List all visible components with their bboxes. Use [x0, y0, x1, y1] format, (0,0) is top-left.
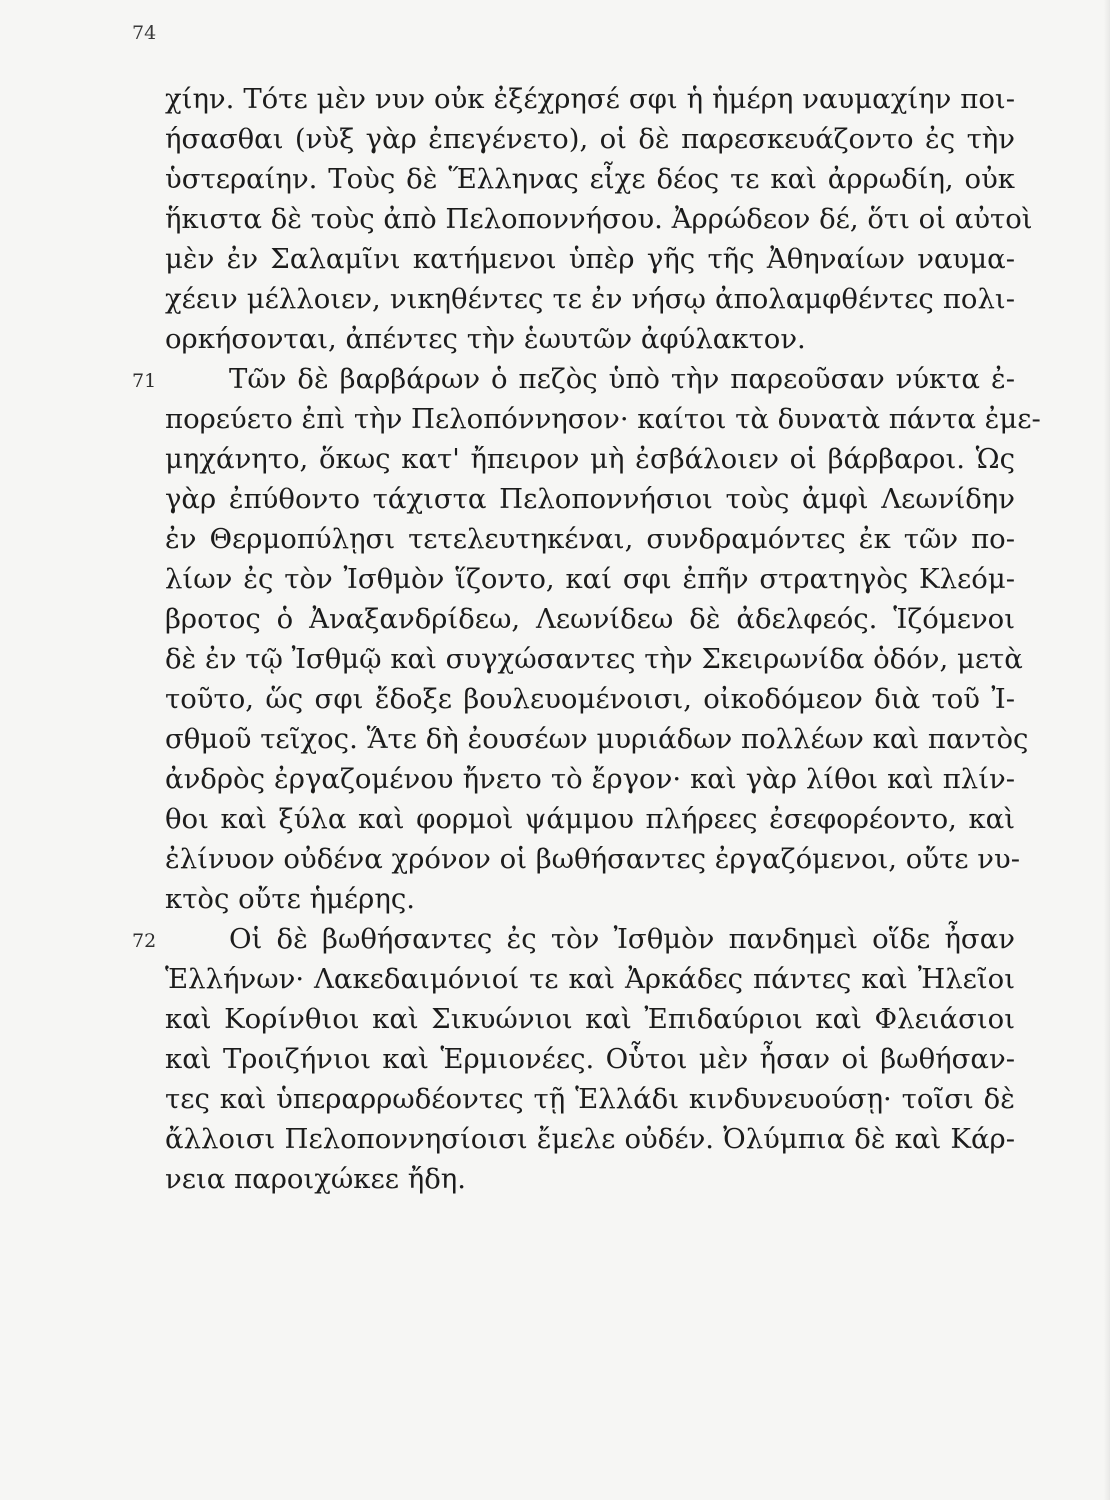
text-body [132, 79, 1041, 1199]
text-line: μηχάνητο, ὅκως κατ' ἤπειρον μὴ ἐσβάλοιεν οἱ βάρβαροι. Ὡς [165, 443, 1015, 475]
text-line: ορκήσονται, ἀπέντες τὴν ἑωυτῶν ἀφύλακτον. [165, 323, 806, 355]
chapter-number: 72 [132, 930, 157, 952]
text-line: δὲ ἐν τῷ Ἰσθμῷ καὶ συγχώσαντες τὴν Σκειρωνίδα ὁδόν, μετὰ [165, 643, 1023, 675]
text-line: τες καὶ ὑπεραρρωδέοντες τῇ Ἑλλάδι κινδυνευούσῃ· τοῖσι δὲ [165, 1083, 1015, 1115]
text-line: γὰρ ἐπύθοντο τάχιστα Πελοποννήσιοι τοὺς ἀμφὶ Λεωνίδην [165, 483, 1015, 515]
page-edge [1104, 0, 1110, 1500]
text-line: ἀνδρὸς ἐργαζομένου ἤνετο τὸ ἔργον· καὶ γὰρ λίθοι καὶ πλίν- [165, 763, 1015, 795]
text-line: τοῦτο, ὥς σφι ἔδοξε βουλευομένοισι, οἰκοδόμεον διὰ τοῦ Ἰ- [165, 683, 1015, 715]
text-line: χίην. Τότε μὲν νυν οὐκ ἐξέχρησέ σφι ἡ ἡμέρη ναυμαχίην ποι- [165, 83, 1015, 115]
text-line: βροτος ὁ Ἀναξανδρίδεω, Λεωνίδεω δὲ ἀδελφεός. Ἱζόμενοι [165, 603, 1015, 635]
text-line: μὲν ἐν Σαλαμῖνι κατήμενοι ὑπὲρ γῆς τῆς Ἀθηναίων ναυμα- [165, 243, 1015, 275]
text-line: ἐλίνυον οὐδένα χρόνον οἱ βωθήσαντες ἐργαζόμενοι, οὔτε νυ- [165, 843, 1020, 875]
paragraph-first-line [132, 919, 1015, 959]
text-line: ἥκιστα δὲ τοὺς ἀπὸ Πελοποννήσου. Ἀρρώδεον δέ, ὅτι οἱ αὐτοὶ [165, 203, 1033, 235]
text-line: νεια παροιχώκεε ἤδη. [165, 1163, 466, 1195]
text-line: ἐν Θερμοπύλῃσι τετελευτηκέναι, συνδραμόντες ἐκ τῶν πο- [165, 523, 1015, 555]
text-line: Ἑλλήνων· Λακεδαιμόνιοί τε καὶ Ἀρκάδες πάντες καὶ Ἠλεῖοι [165, 963, 1015, 995]
text-line: σθμοῦ τεῖχος. Ἅτε δὴ ἐουσέων μυριάδων πολλέων καὶ παντὸς [165, 723, 1029, 755]
text-line: χέειν μέλλοιεν, νικηθέντες τε ἐν νήσῳ ἀπολαμφθέντες πολι- [165, 283, 1015, 315]
text-line: ήσασθαι (νὺξ γὰρ ἐπεγένετο), οἱ δὲ παρεσκευάζοντο ἐς τὴν [165, 123, 1015, 155]
text-line: Τῶν δὲ βαρβάρων ὁ πεζὸς ὑπὸ τὴν παρεοῦσαν νύκτα ἐ- [229, 363, 1015, 395]
text-line: ἄλλοισι Πελοποννησίοισι ἔμελε οὐδέν. Ὀλύμπια δὲ καὶ Κάρ- [165, 1123, 1015, 1155]
text-line: λίων ἐς τὸν Ἰσθμὸν ἵζοντο, καί σφι ἐπῆν στρατηγὸς Κλεόμ- [165, 563, 1015, 595]
text-line: κτὸς οὔτε ἡμέρης. [165, 883, 415, 915]
text-line: θοι καὶ ξύλα καὶ φορμοὶ ψάμμου πλήρεες ἐσεφορέοντο, καὶ [165, 803, 1015, 835]
text-line: πορεύετο ἐπὶ τὴν Πελοπόννησον· καίτοι τὰ δυνατὰ πάντα ἐμε- [165, 403, 1041, 435]
page-number: 74 [132, 22, 157, 44]
text-line: καὶ Κορίνθιοι καὶ Σικυώνιοι καὶ Ἐπιδαύριοι καὶ Φλειάσιοι [165, 1003, 1015, 1035]
paragraph-first-line [132, 359, 1015, 399]
chapter-number: 71 [132, 370, 157, 392]
text-line: ὑστεραίην. Τοὺς δὲ Ἕλληνας εἶχε δέος τε καὶ ἀρρωδίη, οὐκ [165, 163, 1015, 195]
text-line: καὶ Τροιζήνιοι καὶ Ἑρμιονέες. Οὗτοι μὲν ἦσαν οἱ βωθήσαν- [165, 1043, 1015, 1075]
text-line: Οἱ δὲ βωθήσαντες ἐς τὸν Ἰσθμὸν πανδημεὶ οἵδε ἦσαν [229, 923, 1015, 955]
